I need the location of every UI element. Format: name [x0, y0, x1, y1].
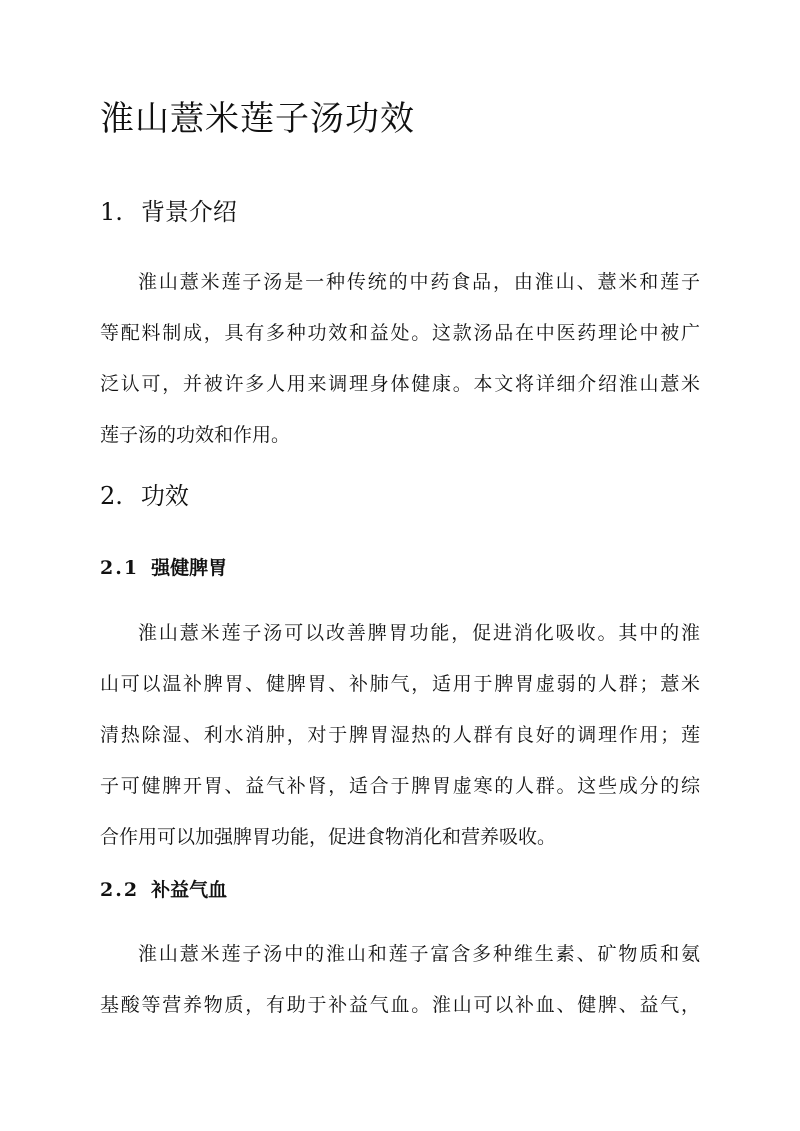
subsection-heading-spleen-stomach [100, 554, 227, 582]
subsection-title: 补益气血 [151, 879, 228, 901]
paragraph-line: 淮山薏米莲子汤是一种传统的中药食品，由淮山、薏米和莲子 [138, 271, 700, 293]
section-title: 功效 [140, 482, 189, 510]
paragraph-line: 等配料制成，具有多种功效和益处。这款汤品在中医药理论中被广 [100, 322, 700, 344]
paragraph-spleen-stomach [100, 615, 700, 855]
section-number: 1. [100, 198, 123, 226]
paragraph-line: 淮山薏米莲子汤中的淮山和莲子富含多种维生素、矿物质和氨 [138, 943, 700, 965]
paragraph-line: 子可健脾开胃、益气补肾，适合于脾胃虚寒的人群。这些成分的综 [100, 775, 700, 797]
subsection-number: 2.2 [100, 879, 140, 901]
section-title: 背景介绍 [140, 198, 237, 226]
paragraph-qi-blood [100, 936, 700, 1023]
document-title: 淮山薏米莲子汤功效 [100, 99, 415, 139]
section-heading-effects [100, 480, 189, 512]
paragraph-line: 合作用可以加强脾胃功能，促进食物消化和营养吸收。 [100, 826, 557, 848]
paragraph-line: 莲子汤的功效和作用。 [100, 424, 291, 446]
subsection-heading-qi-blood [100, 876, 227, 904]
subsection-title: 强健脾胃 [151, 557, 228, 579]
subsection-number: 2.1 [100, 557, 140, 579]
paragraph-line: 基酸等营养物质，有助于补益气血。淮山可以补血、健脾、益气， [100, 994, 700, 1016]
paragraph-line: 淮山薏米莲子汤可以改善脾胃功能，促进消化吸收。其中的淮 [138, 622, 700, 644]
paragraph-line: 泛认可，并被许多人用来调理身体健康。本文将详细介绍淮山薏米 [100, 373, 700, 395]
paragraph-line: 山可以温补脾胃、健脾胃、补肺气，适用于脾胃虚弱的人群；薏米 [100, 673, 700, 695]
paragraph-line: 清热除湿、利水消肿，对于脾胃湿热的人群有良好的调理作用；莲 [100, 724, 700, 746]
section-number: 2. [100, 482, 123, 510]
paragraph-background [100, 264, 700, 453]
section-heading-background [100, 196, 237, 228]
